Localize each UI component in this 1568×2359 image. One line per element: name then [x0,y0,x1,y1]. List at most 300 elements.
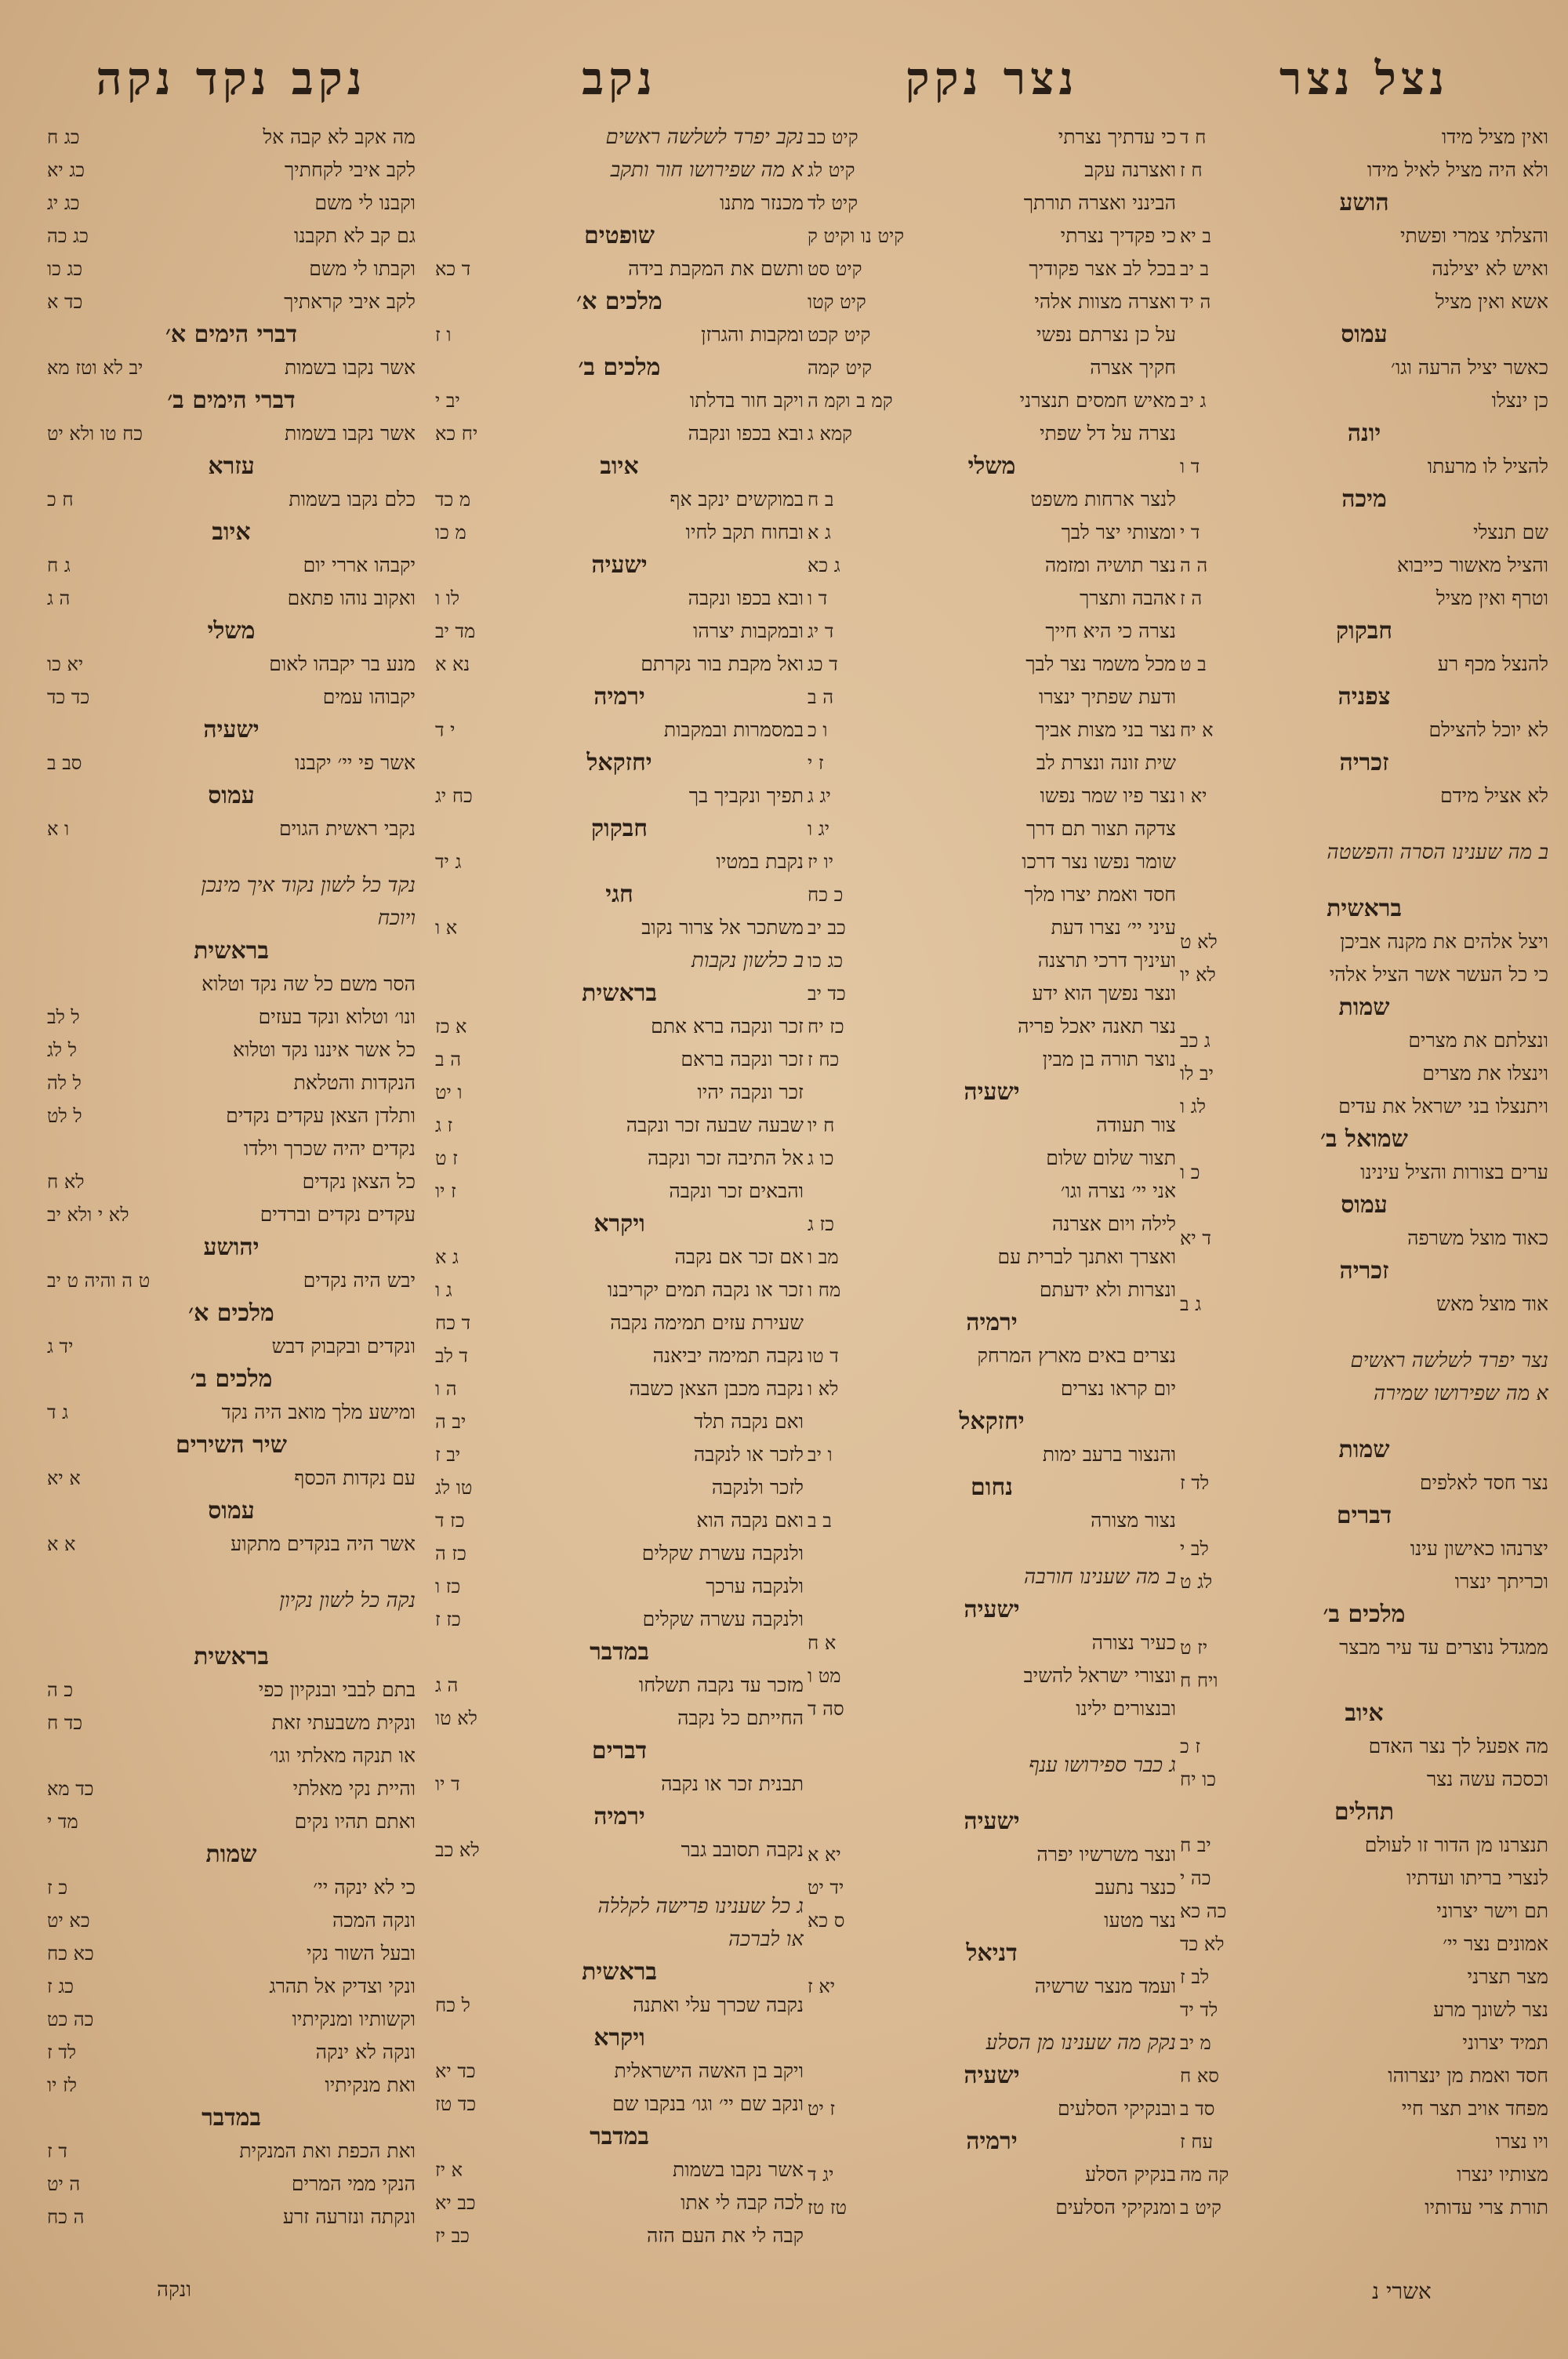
entry-row [435,648,804,681]
section-note [1180,836,1548,869]
verse-reference: כג כה [47,225,89,247]
entry-text: ולנקבה עשרת שקלים [641,1542,804,1565]
verse-reference: ז כ [1180,1736,1201,1757]
book-heading [435,977,804,1010]
entry-text: מלכים ב׳ [1323,1601,1406,1628]
verse-reference: קיט נו וקיט ק [808,225,905,247]
entry-text: ישעיה [591,551,648,579]
entry-text: תנצרנו מן הדור זו לעולם [1364,1834,1548,1856]
entry-text: ונקב שם יי׳ וגו׳ בנקבו שם [612,2092,804,2115]
entry-text: נחום [971,1474,1013,1501]
entry-text: תצור שלום שלום [1046,1147,1176,1169]
section-note [47,869,416,902]
book-heading [47,714,416,747]
entry-row [1180,121,1548,154]
entry-text: מצר תצרני [1467,1965,1548,1988]
entry-row [1180,253,1548,285]
entry-row [435,1438,804,1471]
entry-text: שמות [1338,994,1390,1021]
verse-reference: ג ב [1180,1293,1202,1315]
entry-text: ואצרך ואתנך לברית עם [997,1245,1176,1268]
section-note [435,1890,804,1923]
entry-row [808,154,1176,187]
entry-row [435,516,804,549]
entry-row [808,351,1176,384]
entry-row [1180,2059,1548,2092]
entry-row [808,1043,1176,1076]
entry-text: והציל מאשור כייבוא [1397,554,1548,576]
entry-row [47,253,416,285]
verse-reference: א יח [1180,719,1214,741]
book-heading [808,1937,1176,1970]
entry-row [808,944,1176,977]
entry-text: כן ינצלו [1491,389,1548,412]
verse-reference: לג ו [1180,1096,1206,1118]
book-heading [808,1594,1176,1627]
verse-reference: ל לה [47,1072,82,1094]
entry-text: והנצור ברעב ימות [1042,1443,1176,1466]
entry-text: עקדים נקדים וברדים [260,1203,416,1226]
entry-text: בראשית [582,980,657,1007]
entry-row [435,1702,804,1735]
verse-reference: ל לב [47,1006,80,1028]
entry-text: גם קב לא תקבנו [293,224,416,247]
entry-text: נקבה תמימה יביאנה [652,1344,804,1367]
verse-reference: יב ח [1180,1834,1211,1856]
entry-row [1180,780,1548,812]
entry-text: מלכים ב׳ [578,354,661,381]
entry-text: ודעת שפתיך ינצרו [1038,685,1176,708]
entry-row [435,1570,804,1603]
entry-text: ובחוח תקב לחיו [685,521,804,543]
verse-reference: כ ו [1180,1161,1200,1183]
entry-text: נצר בני מצות אביך [1035,718,1176,741]
entry-row [435,1142,804,1175]
entry-text: שמות [205,1841,257,1868]
entry-row [435,2186,804,2219]
entry-text: עיני יי׳ נצרו דעת [1051,916,1176,939]
entry-row [435,1307,804,1339]
verse-reference: א כז [435,1016,467,1038]
entry-text: ב כלשון נקבות [691,949,804,972]
verse-reference: ז ג [435,1114,453,1136]
book-heading [47,1231,416,1264]
verse-reference: יג ו [808,818,829,840]
section-note [47,1584,416,1617]
verse-reference: כז ז [435,1608,461,1630]
entry-text: צפניה [1338,683,1391,711]
verse-reference: כז ו [435,1576,461,1598]
row-spacer [1180,1321,1548,1344]
verse-reference: ג יב [1180,390,1207,412]
verse-reference: יג ג [808,785,831,807]
book-heading [1180,483,1548,516]
book-heading [47,384,416,417]
entry-text: שמות [1338,1436,1390,1463]
entry-row [435,1043,804,1076]
verse-reference: ג כב [1180,1030,1210,1052]
entry-row [435,318,804,351]
book-heading [47,780,416,812]
entry-row [47,1001,416,1034]
entry-row [47,1067,416,1100]
entry-row [808,417,1176,450]
verse-reference: כא כח [47,1943,94,1965]
entry-text: אמונים נצר יי׳ [1443,1932,1548,1955]
entry-row [808,1970,1176,2003]
entry-row [1180,1222,1548,1255]
entry-text: ירמיה [593,683,645,711]
entry-text: בנקיק הסלע [1085,2163,1176,2186]
entry-text: יונה [1347,420,1381,447]
column-2 [808,47,1176,2224]
entry-text: אשר נקבו בשמות [672,2158,804,2181]
entry-text: ויו נצרו [1495,2130,1548,2153]
book-heading [1180,892,1548,925]
entry-row [808,977,1176,1010]
book-heading [435,1801,804,1834]
entry-row [808,1142,1176,1175]
entry-row [808,780,1176,812]
entry-row [435,1109,804,1142]
entry-text: ונצרות ולא ידעתם [1039,1278,1176,1301]
book-heading [435,1636,804,1669]
verse-reference: לא ט [1180,931,1218,953]
entry-row [1180,958,1548,991]
section-note [47,902,416,935]
entry-row [808,384,1176,417]
entry-row [435,1010,804,1043]
entry-text: איוב [212,518,251,546]
verse-reference: יז ט [1180,1637,1208,1659]
entry-row [808,1010,1176,1043]
entry-text: מה אפעל לך נצר האדם [1368,1735,1548,1757]
verse-reference: כב יא [435,2192,476,2214]
entry-text: נקבה מכבן הצאן כשבה [629,1377,804,1400]
book-heading [435,2121,804,2154]
entry-text: שם תנצלי [1473,521,1548,543]
verse-reference: יב לא וטז מא [47,357,143,379]
row-spacer [808,1725,1176,1749]
entry-row [47,2036,416,2069]
verse-reference: לב י [1180,1538,1209,1560]
entry-row [435,2219,804,2252]
entry-text: צדקה תצור תם דרך [1025,817,1176,840]
verse-reference: ג ו [435,1279,452,1301]
entry-text: וקשותיו ומנקיתיו [292,2008,416,2030]
entry-text: מיכה [1341,485,1387,513]
entry-text: יהושע [203,1234,260,1261]
entry-text: אשר פי יי׳ יקבנו [295,751,416,774]
entry-row [47,582,416,615]
entry-row [808,1871,1176,1904]
entry-row [808,187,1176,220]
entry-text: הנקדות והטלאת [293,1071,416,1094]
entry-row [1180,384,1548,417]
entry-text: נצור מצורה [1091,1509,1176,1532]
entry-row [47,1937,416,1970]
entry-text: הסר משם כל שה נקד וטלוא [201,972,416,995]
entry-text: אני יי׳ נצרה וגו׳ [1060,1180,1176,1202]
book-heading [1180,1189,1548,1222]
verse-reference: כג ח [47,126,80,148]
entry-row [47,1396,416,1429]
entry-text: וקבנו לי משם [314,191,416,214]
verse-reference: ב ט [1180,653,1207,675]
book-heading [1180,991,1548,1024]
entry-row [47,1772,416,1805]
entry-row [47,2135,416,2168]
entry-row [435,1372,804,1405]
entry-row [808,121,1176,154]
book-heading [1180,187,1548,220]
verse-reference: כד יא [435,2060,476,2082]
entry-text: והיית נקי מאלתי [292,1777,416,1800]
entry-text: ויצל אלהים את מקנה אביכן [1340,930,1548,953]
entry-row [808,878,1176,911]
entry-text: ויתנצלו בני ישראל את עדים [1338,1095,1548,1118]
entry-text: וכסכה עשה נצר [1426,1768,1548,1790]
entry-row [47,2168,416,2201]
entry-text: בכל לב אצר פקודיך [1029,257,1176,280]
verse-reference: ב יא [1180,225,1211,247]
verse-reference: ג כא [808,554,840,576]
verse-reference: לא יו [1180,964,1216,986]
entry-text: תם וישר יצרוני [1436,1899,1548,1922]
verse-reference: קיט קטו [808,291,866,313]
book-heading [47,1363,416,1396]
verse-reference: קיט סט [808,258,862,280]
section-note [1180,1377,1548,1410]
entry-row [47,1198,416,1231]
entry-row [435,1603,804,1636]
entry-row [47,121,416,154]
verse-reference: כב יב [808,917,846,939]
entry-text: א מה שפירושו חור ותקב [610,158,804,182]
entry-text: אל התיבה זכר ונקבה [648,1147,804,1169]
verse-reference: כד מא [47,1778,94,1800]
verse-reference: מט ו [808,1665,841,1687]
section-note [435,1923,804,1956]
entry-text: מצותיו ינצרו [1457,2163,1548,2186]
book-heading [1180,1598,1548,1631]
entry-text: כלם נקבו בשמות [289,488,416,511]
entry-text: בראשית [1327,895,1402,922]
verse-reference: ד י [1180,522,1200,543]
entry-row [435,1339,804,1372]
book-heading [47,318,416,351]
entry-text: כי פקדיך נצרתי [1060,224,1176,247]
verse-reference: ה ז [1180,587,1203,609]
verse-reference: ח כ [47,489,74,511]
book-heading [808,1076,1176,1109]
book-heading [1180,1697,1548,1730]
entry-row [435,417,804,450]
verse-reference: ה ג [435,1674,459,1696]
entry-text: זכר ונקבה בראם [681,1048,804,1070]
entry-text: על כן נצרתם נפשי [1036,323,1176,346]
entry-row [1180,2191,1548,2224]
entry-text: ומנקיקי הסלעים [1055,2196,1176,2219]
entry-row [435,1405,804,1438]
entry-row [1180,1928,1548,1961]
row-spacer [47,1617,416,1641]
book-heading [808,2059,1176,2092]
entry-row [47,1904,416,1937]
entry-text: מלכים א׳ [188,1299,274,1327]
entry-text: מפחד אויב תצר חיי [1401,2097,1548,2120]
verse-reference: יא א [808,1844,841,1866]
book-heading [1180,1255,1548,1288]
entry-text: ואצרנה עקב [1084,158,1176,181]
entry-row [1180,1895,1548,1928]
entry-row [1180,1829,1548,1862]
verse-reference: ז יו [435,1180,456,1202]
verse-reference: כח ז [808,1049,840,1070]
entry-text: שית זונה ונצרת לב [1036,751,1176,774]
entry-text: חסד ואמת יצרו מלך [1024,883,1176,906]
verse-reference: כז ה [435,1543,466,1565]
entry-text: ויקרא [593,2024,645,2052]
book-heading [808,450,1176,483]
entry-row [808,681,1176,714]
verse-reference: ה ג [47,587,71,609]
entry-row [435,1504,804,1537]
verse-reference: כד טז [435,2093,477,2115]
verse-reference: טז טז [808,2197,848,2219]
verse-reference: ה ה [1180,554,1208,576]
verse-reference: כד א [47,291,83,313]
entry-row [1180,1057,1548,1090]
verse-reference: לד יד [1180,1999,1218,2021]
verse-reference: סה ד [808,1698,844,1720]
verse-reference: יא ז [808,1976,836,1997]
row-spacer [1180,869,1548,892]
verse-reference: א ח [808,1632,837,1654]
book-heading [47,450,416,483]
entry-text: ומצותי יצר לבך [1061,521,1176,543]
verse-reference: כ כח [808,884,844,906]
entry-row [1180,1862,1548,1895]
entry-row [1180,285,1548,318]
entry-row [47,2003,416,2036]
entry-text: משלי [207,617,256,645]
entry-row [1180,2092,1548,2125]
signature-mark: אשרי נ [1372,2278,1432,2304]
entry-row [1180,2026,1548,2059]
book-heading [435,812,804,845]
entry-row [47,285,416,318]
entry-row [808,1372,1176,1405]
verse-reference: ד טו [808,1345,839,1367]
entry-text: ובא בכפו ונקבה [688,587,804,609]
verse-reference: ג ח [47,554,71,576]
entry-row [808,1339,1176,1372]
verse-reference: לא טו [435,1707,477,1729]
column-heading: נצר נקק [905,52,1079,105]
entry-row [47,187,416,220]
book-heading [808,1805,1176,1838]
verse-reference: ב יב [1180,258,1210,280]
verse-reference: כז ד [435,1510,465,1532]
verse-reference: כג כו [47,258,83,280]
entry-text: משלי [967,453,1016,480]
entry-row [47,1330,416,1363]
entry-row [1180,1961,1548,1994]
section-note [808,2026,1176,2059]
book-heading [1180,747,1548,780]
entry-text: ונצורי ישראל להשיב [1023,1664,1176,1687]
entry-text: חגי [605,881,633,908]
entry-row [47,1805,416,1838]
entry-text: והבאים זכר ונקבה [669,1180,804,1202]
entry-text: וטרף ואין מציל [1436,587,1548,609]
entry-text: אהבה ותצרך [1079,587,1176,609]
book-heading [435,1735,804,1768]
entry-text: נצרה כי היא חייך [1045,620,1176,642]
entry-text: איוב [1345,1699,1384,1727]
book-heading [1180,417,1548,450]
entry-row [808,1838,1176,1871]
entry-text: מאיש חמסים תנצרני [1019,389,1176,412]
verse-reference: כא יט [47,1910,90,1932]
entry-text: אוד מוצל מאש [1436,1292,1548,1315]
entry-row [808,516,1176,549]
book-heading [47,1641,416,1674]
entry-row [808,747,1176,780]
verse-reference: ה כח [47,2206,85,2228]
verse-reference: מב ו [808,1246,839,1268]
entry-row [808,318,1176,351]
entry-text: נצר תאנה יאכל פריה [1018,1015,1176,1038]
entry-row [1180,549,1548,582]
book-heading [1180,1796,1548,1829]
entry-text: שופטים [584,222,655,249]
entry-text: להנצל מכף רע [1437,652,1548,675]
verse-reference: לא ו [808,1378,839,1400]
entry-text: לא אציל מידם [1440,784,1548,807]
entry-text: במוקשים ינקב אף [670,488,804,511]
entry-row [435,582,804,615]
entry-row [808,549,1176,582]
entry-text: ועמד מנצר שרשיה [1034,1975,1176,1997]
entry-text: בראשית [194,937,269,965]
entry-text: איוב [600,453,639,480]
entry-text: ועיניך דרכי תרצנה [1037,949,1176,972]
entry-row [435,1471,804,1504]
entry-text: נוצר תורה בן מבין [1042,1048,1176,1070]
entry-row [435,1669,804,1702]
column-4 [47,47,416,2234]
entry-text: זכר ונקבה ברא אתם [651,1015,804,1038]
entry-text: ואקוב נוהו פתאם [287,587,416,609]
row-spacer [808,1782,1176,1805]
entry-row [808,845,1176,878]
entry-row [808,911,1176,944]
entry-text: מלכים ב׳ [190,1365,273,1393]
entry-text: צור תעודה [1096,1114,1176,1136]
column-heading: נצל נצר [1279,52,1450,105]
entry-text: כי עדתיך נצרתי [1058,125,1176,148]
book-heading [1180,1123,1548,1156]
verse-reference: י ד [435,719,456,741]
entry-text: והצלתי צמרי ופשתי [1399,224,1548,247]
entry-text: כאשר יציל הרעה וגו׳ [1391,356,1548,379]
verse-reference: כה כט [47,2008,94,2030]
entry-row [1180,2158,1548,2191]
entry-row [1180,351,1548,384]
section-note [808,1749,1176,1782]
